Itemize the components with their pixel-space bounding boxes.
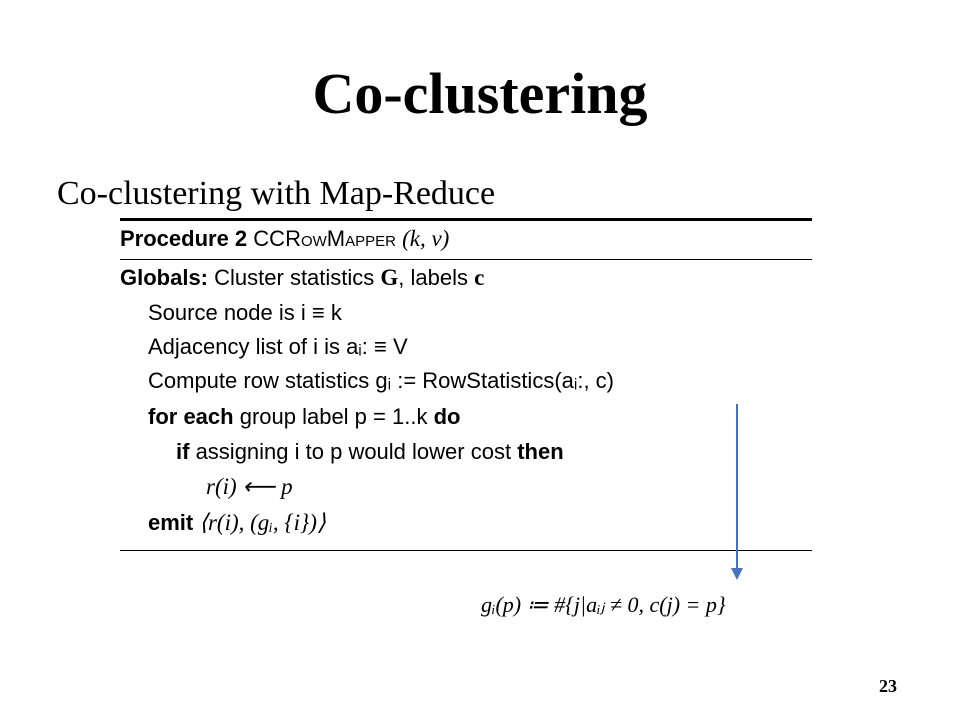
for-keyword: for each [148,404,234,429]
slide-title: Co-clustering [312,61,648,126]
algo-line-compute: Compute row statistics gᵢ := RowStatistics(aᵢ:, c) [148,368,614,393]
slide-subtitle: Co-clustering with Map-Reduce [57,175,496,212]
if-keyword: if [176,439,190,464]
page-number: 23 [879,676,897,696]
row-statistics-formula: gᵢ(p) ≔ #{j|aᵢⱼ ≠ 0, c(j) = p} [481,592,726,617]
globals-G: G [380,265,399,290]
algo-line-assign: r(i) ⟵ p [206,474,293,499]
for-text: group label p = 1..k [233,404,434,429]
algo-line-source: Source node is i ≡ k [148,300,342,325]
globals-c: c [474,265,485,290]
algo-line-adjacency: Adjacency list of i is aᵢ: ≡ V [148,334,408,359]
procedure-label: Procedure 2 [120,226,248,251]
emit-text: ⟨r(i), (gᵢ, {i})⟩ [193,510,326,535]
emit-keyword: emit [148,510,194,535]
procedure-args: (k, v) [402,226,450,251]
arrow-head [731,568,743,580]
do-keyword: do [433,404,461,429]
globals-mid: , labels [398,265,475,290]
then-keyword: then [517,439,564,464]
globals-text: Cluster statistics [214,265,381,290]
globals-label: Globals: [120,265,209,290]
if-text: assigning i to p would lower cost [189,439,518,464]
procedure-name: CCRowMapper [253,226,396,251]
